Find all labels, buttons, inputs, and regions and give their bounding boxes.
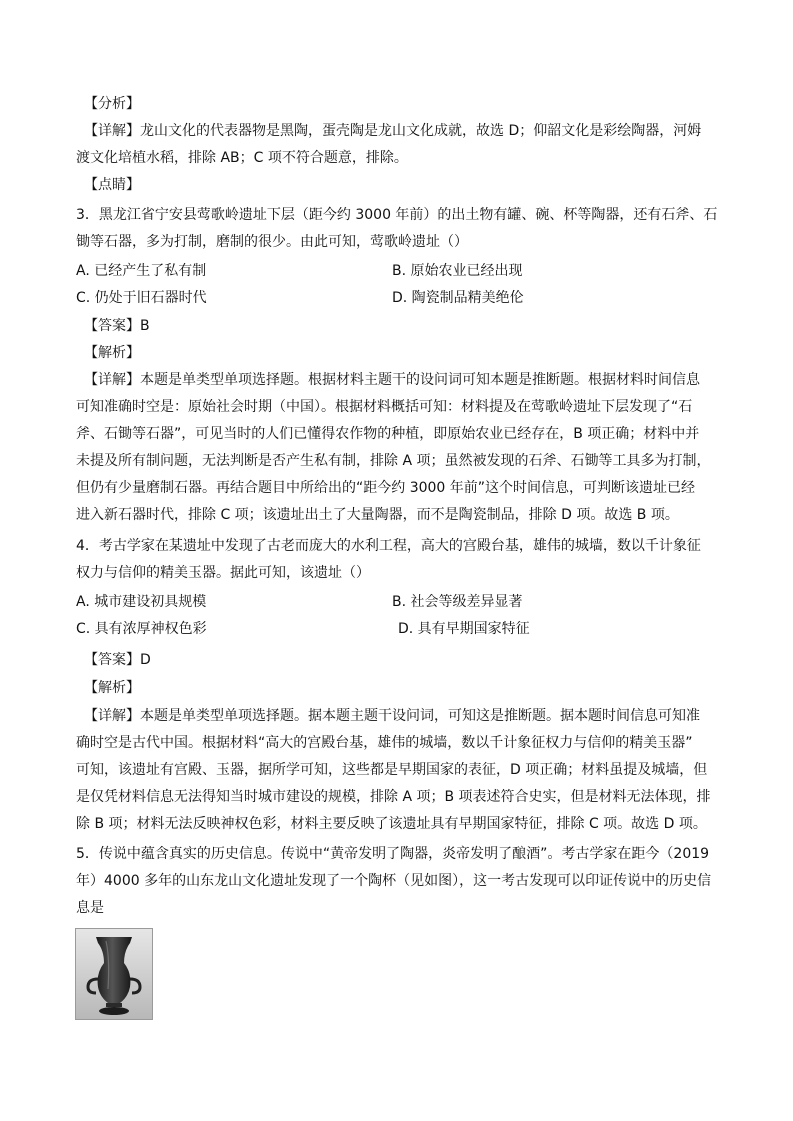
q3-option-b: B. 原始农业已经出现 xyxy=(392,263,523,279)
q4-explanation-heading: 【解析】 xyxy=(84,680,140,696)
analysis-heading: 【分析】 xyxy=(84,96,140,112)
comment-heading: 【点睛】 xyxy=(84,177,140,193)
q3-detail-line-5: 但仍有少量磨制石器。再结合题目中所给出的“距今约 3000 年前”这个时间信息，可判断该遗址已经 xyxy=(76,480,696,496)
q2-detail-line-2: 渡文化培植水稻，排除 AB；C 项不符合题意，排除。 xyxy=(76,150,408,166)
q4-answer: 【答案】D xyxy=(84,652,151,668)
question-4-line-2: 权力与信仰的精美玉器。据此可知，该遗址（） xyxy=(76,565,370,581)
q3-detail-line-4: 未提及所有制问题，无法判断是否产生私有制，排除 A 项；虽然被发现的石斧、石锄等工具多为打制， xyxy=(76,453,711,469)
q4-detail-line-2: 确时空是古代中国。根据材料“高大的宫殿台基，雄伟的城墙，数以千计象征权力与信仰的精美玉器” xyxy=(76,735,693,751)
q3-option-a: A. 已经产生了私有制 xyxy=(76,263,207,279)
q4-detail-line-1: 【详解】本题是单类型单项选择题。据本题主题干设问词，可知这是推断题。据本题时间信息可知准 xyxy=(84,708,700,724)
question-5-line-3: 息是 xyxy=(76,900,104,916)
pottery-cup-photo xyxy=(75,928,153,1020)
q3-option-c: C. 仍处于旧石器时代 xyxy=(76,290,207,306)
q3-detail-line-1: 【详解】本题是单类型单项选择题。根据材料主题干的设问词可知本题是推断题。根据材料时间信息 xyxy=(84,372,700,388)
q3-explanation-heading: 【解析】 xyxy=(84,345,140,361)
q3-option-d: D. 陶瓷制品精美绝伦 xyxy=(392,290,524,306)
q4-detail-line-4: 是仅凭材料信息无法得知当时城市建设的规模，排除 A 项；B 项表述符合史实，但是材料无法体现，排 xyxy=(76,789,711,805)
q4-detail-line-3: 可知，该遗址有宫殿、玉器，据所学可知，这些都是早期国家的表征，D 项正确；材料虽提及城墙，但 xyxy=(76,762,708,778)
question-3-line-2: 锄等石器，多为打制，磨制的很少。由此可知，莺歌岭遗址（） xyxy=(76,234,468,250)
question-4-line-1: 4．考古学家在某遗址中发现了古老而庞大的水利工程，高大的宫殿台基，雄伟的城墙，数以千计象征 xyxy=(76,538,701,554)
question-3-line-1: 3．黑龙江省宁安县莺歌岭遗址下层（距今约 3000 年前）的出土物有罐、碗、杯等陶器，还有石斧、石 xyxy=(76,207,718,223)
q4-option-c: C. 具有浓厚神权色彩 xyxy=(76,621,207,637)
q3-detail-line-6: 进入新石器时代，排除 C 项；该遗址出土了大量陶器，而不是陶瓷制品，排除 D 项。故选 B 项。 xyxy=(76,507,679,523)
q4-option-d: D. 具有早期国家特征 xyxy=(398,621,530,637)
q3-detail-line-3: 斧、石锄等石器”，可见当时的人们已懂得农作物的种植，即原始农业已经存在，B 项正确；材料中并 xyxy=(76,426,700,442)
q4-option-a: A. 城市建设初具规模 xyxy=(76,594,207,610)
q4-option-b: B. 社会等级差异显著 xyxy=(392,594,523,610)
question-5-line-2: 年）4000 多年的山东龙山文化遗址发现了一个陶杯（见如图），这一考古发现可以印证传说中的历史信 xyxy=(76,873,712,889)
question-5-line-1: 5．传说中蕴含真实的历史信息。传说中“黄帝发明了陶器，炎帝发明了酿酒”。考古学家在距今（2019 xyxy=(76,846,710,862)
q3-answer: 【答案】B xyxy=(84,318,150,334)
q2-detail-line-1: 【详解】龙山文化的代表器物是黑陶，蛋壳陶是龙山文化成就，故选 D；仰韶文化是彩绘陶器，河姆 xyxy=(84,123,702,139)
q3-detail-line-2: 可知准确时空是：原始社会时期（中国）。根据材料概括可知：材料提及在莺歌岭遗址下层发现了“石 xyxy=(76,399,693,415)
q4-detail-line-5: 除 B 项；材料无法反映神权色彩，材料主要反映了该遗址具有早期国家特征，排除 C 项。故选 D 项。 xyxy=(76,816,707,832)
